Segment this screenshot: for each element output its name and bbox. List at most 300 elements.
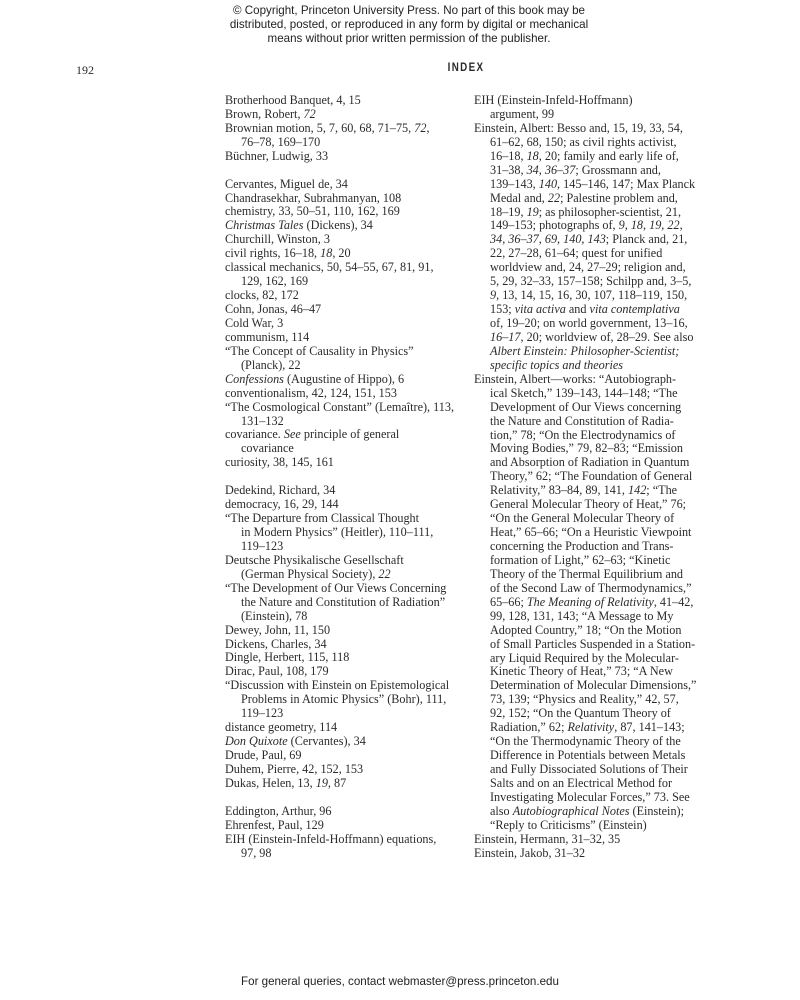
index-entry <box>225 763 465 777</box>
index-entry-continuation <box>474 777 714 791</box>
index-entry-heading <box>225 247 465 261</box>
index-entry-heading <box>225 498 465 512</box>
entry-text: , 145–146, 147; Max Planck <box>557 176 696 191</box>
index-entry <box>474 94 714 122</box>
index-entry-continuation <box>474 568 714 582</box>
entry-text: civil rights, 16–18, <box>225 246 321 261</box>
copyright-notice <box>0 4 800 47</box>
entry-text: (Einstein); <box>629 803 684 818</box>
index-entry-continuation <box>474 206 714 220</box>
entry-text: 139–143, <box>490 176 539 191</box>
entry-text: ary Liquid Required by the Molecular- <box>490 650 679 665</box>
entry-text: “Reply to Criticisms” (Einstein) <box>490 817 647 832</box>
entry-text: , 87, 141–143; <box>614 720 685 735</box>
entry-text: Brownian motion, 5, 7, 60, 68, 71–75, <box>225 120 415 135</box>
italic-text: Autobiographical Notes <box>512 803 630 818</box>
index-entry-continuation <box>225 847 465 861</box>
index-entry-heading <box>225 582 465 596</box>
index-entry-heading <box>225 192 465 206</box>
entry-text: Development of Our Views concerning <box>490 399 682 414</box>
italic-text: 72 <box>414 120 427 135</box>
entry-text: 31–38, <box>490 162 527 177</box>
entry-text: ; as philosopher-scientist, 21, <box>538 204 682 219</box>
entry-text: , 20; family and early life of, <box>538 148 679 163</box>
index-entry-continuation <box>474 192 714 206</box>
index-entry-heading <box>225 624 465 638</box>
index-entry-heading <box>225 721 465 735</box>
entry-text: (German Physical Society), <box>241 566 379 581</box>
entry-text: and Absorption of Radiation in Quantum <box>490 455 690 470</box>
entry-text: 129, 162, 169 <box>241 274 309 289</box>
letter-group-gap <box>225 791 465 805</box>
entry-text: Theory,” 62; “The Foundation of General <box>490 469 693 484</box>
entry-text: 5, 29, 32–33, 157–158; Schilpp and, 3–5, <box>490 274 692 289</box>
index-entry-continuation <box>474 512 714 526</box>
italic-text: 140 <box>538 176 558 191</box>
index-entry <box>225 387 465 401</box>
entry-text: also <box>490 803 513 818</box>
entry-text: Adopted Country,” 18; “On the Motion <box>490 622 682 637</box>
index-entry-continuation <box>474 679 714 693</box>
index-entry-continuation <box>474 791 714 805</box>
entry-text: , 20; worldview of, 28–29. See also <box>520 329 694 344</box>
entry-text: 22, 27–28, 61–64; quest for unified <box>490 246 663 261</box>
index-entry-heading <box>225 387 465 401</box>
entry-text: Moving Bodies,” 79, 82–83; “Emission <box>490 441 683 456</box>
index-entry <box>225 498 465 512</box>
index-entry <box>474 833 714 847</box>
index-entry <box>225 331 465 345</box>
italic-text: vita contemplativa <box>589 302 680 317</box>
entry-text: Eddington, Arthur, 96 <box>225 803 332 818</box>
footer-contact: For general queries, contact webmaster@press.princeton.edu <box>241 975 559 988</box>
index-entry-continuation <box>225 442 465 456</box>
index-entry-continuation <box>225 136 465 150</box>
index-entry-continuation <box>474 624 714 638</box>
entry-text: Relativity,” 83–84, 89, 141, <box>490 483 628 498</box>
entry-text: 92, 152; “On the Quantum Theory of <box>490 706 671 721</box>
entry-text: 73, 139; “Physics and Reality,” 42, 57, <box>490 692 679 707</box>
index-entry <box>225 317 465 331</box>
index-entry-continuation <box>225 596 465 610</box>
running-head: INDEX <box>447 62 485 74</box>
index-entry-heading <box>474 122 714 136</box>
index-entry-continuation <box>474 638 714 652</box>
entry-text: tion,” 78; “On the Electrodynamics of <box>490 427 676 442</box>
index-entry-continuation <box>225 693 465 707</box>
entry-text: worldview and, 24, 27–29; religion and, <box>490 260 686 275</box>
index-entry-continuation <box>225 359 465 373</box>
entry-text: Determination of Molecular Dimensions,” <box>490 678 697 693</box>
entry-text: and Fully Dissociated Solutions of Their <box>490 762 688 776</box>
index-entry-continuation <box>474 219 714 233</box>
entry-text: , 20 <box>332 246 351 261</box>
entry-text: ; Grossmann and, <box>575 162 661 177</box>
entry-text: Cervantes, Miguel de, 34 <box>225 176 348 191</box>
entry-text: Einstein, Albert—works: “Autobiograph- <box>474 371 677 386</box>
entry-text: curiosity, 38, 145, 161 <box>225 455 334 470</box>
entry-text: Brotherhood Banquet, 4, 15 <box>225 93 361 107</box>
index-entry-continuation <box>474 498 714 512</box>
index-entry-heading <box>225 777 465 791</box>
entry-text: (Planck), 22 <box>241 357 301 372</box>
index-entry-heading <box>225 317 465 331</box>
entry-text: communism, 114 <box>225 329 310 344</box>
entry-text: Theory of the Thermal Equilibrium and <box>490 566 684 581</box>
index-entry-continuation <box>225 415 465 429</box>
index-entry <box>225 261 465 289</box>
index-entry <box>225 638 465 652</box>
index-entry-continuation <box>474 749 714 763</box>
italic-text: 142 <box>628 483 647 498</box>
index-entry-continuation <box>225 568 465 582</box>
index-entry-heading <box>225 651 465 665</box>
entry-text: Churchill, Winston, 3 <box>225 232 330 247</box>
entry-text: , 13, 14, 15, 16, 30, 107, 118–119, 150, <box>496 288 688 303</box>
entry-text: , 41–42, <box>653 594 694 609</box>
italic-text: 72 <box>303 106 316 121</box>
index-entry-continuation <box>474 735 714 749</box>
entry-text: 99, 128, 131, 143; “A Message to My <box>490 608 674 623</box>
entry-text: 65–66; <box>490 594 527 609</box>
index-entry-heading <box>225 456 465 470</box>
index-entry <box>225 735 465 749</box>
entry-text: the Nature and Constitution of Radiation” <box>241 594 446 609</box>
entry-text: (Dickens), 34 <box>303 218 373 233</box>
index-entry-continuation <box>474 345 714 359</box>
index-entry <box>225 94 465 108</box>
index-entry-continuation <box>225 526 465 540</box>
index-entry-continuation <box>474 359 714 373</box>
index-entry-heading <box>225 833 465 847</box>
index-entry-heading <box>225 665 465 679</box>
entry-text: Kinetic Theory of Heat,” 73; “A New <box>490 664 673 679</box>
entry-text: 149–153; photographs of, <box>490 218 619 233</box>
index-entry <box>225 289 465 303</box>
italic-text: Confessions <box>225 371 284 386</box>
index-entry <box>225 624 465 638</box>
entry-text: “Discussion with Einstein on Epistemological <box>225 678 450 693</box>
index-entry-heading <box>225 331 465 345</box>
letter-group-gap <box>225 164 465 178</box>
index-entry-heading <box>225 763 465 777</box>
index-entry-heading <box>225 178 465 192</box>
index-entry-continuation <box>474 693 714 707</box>
entry-text: principle of general <box>300 427 400 442</box>
entry-text: ical Sketch,” 139–143, 144–148; “The <box>490 385 678 400</box>
index-entry <box>474 122 714 373</box>
index-entry <box>225 303 465 317</box>
index-entry-continuation <box>474 108 714 122</box>
index-entry-heading <box>225 554 465 568</box>
entry-text: “The Development of Our Views Concerning <box>225 580 447 595</box>
index-entry-heading <box>225 108 465 122</box>
entry-text: Deutsche Physikalische Gesellschaft <box>225 552 404 567</box>
entry-text: of, 19–20; on world government, 13–16, <box>490 316 688 330</box>
entry-text: ; Palestine problem and, <box>560 190 678 205</box>
entry-text: Radiation,” 62; <box>490 720 568 735</box>
index-entry-continuation <box>474 289 714 303</box>
index-entry-continuation <box>474 470 714 484</box>
index-entry <box>225 178 465 192</box>
entry-text: Medal and, <box>490 190 548 205</box>
entry-text: , 87 <box>327 775 347 790</box>
italic-text: Relativity <box>567 720 615 735</box>
entry-text: “The Concept of Causality in Physics” <box>225 343 414 358</box>
entry-text: Difference in Potentials between Metals <box>490 748 686 763</box>
index-entry-heading <box>474 94 714 108</box>
entry-text: Dickens, Charles, 34 <box>225 636 327 651</box>
entry-text: “On the General Molecular Theory of <box>490 511 675 526</box>
index-entry-continuation <box>474 178 714 192</box>
entry-text: Ehrenfest, Paul, 129 <box>225 817 324 832</box>
italic-text: Albert Einstein: Philosopher-Scientist; <box>490 343 680 358</box>
index-entry-continuation <box>474 136 714 150</box>
index-entry-continuation <box>474 150 714 164</box>
index-entry-continuation <box>474 805 714 819</box>
entry-text: chemistry, 33, 50–51, 110, 162, 169 <box>225 204 400 219</box>
entry-text: Dewey, John, 11, 150 <box>225 622 331 637</box>
index-entry-heading <box>225 735 465 749</box>
index-entry-heading <box>225 512 465 526</box>
entry-text: covariance <box>241 441 294 456</box>
letter-group-gap <box>225 470 465 484</box>
index-entry-continuation <box>474 233 714 247</box>
index-entry-heading <box>474 847 714 861</box>
italic-text: 22 <box>547 190 561 205</box>
entry-text: EIH (Einstein-Infeld-Hoffmann) equations, <box>225 831 437 846</box>
index-entry-heading <box>225 345 465 359</box>
entry-text: of Small Particles Suspended in a Station- <box>490 636 696 651</box>
entry-text: Drude, Paul, 69 <box>225 748 302 763</box>
entry-text: the Nature and Constitution of Radia- <box>490 413 674 428</box>
index-entry-continuation <box>474 247 714 261</box>
entry-text: classical mechanics, 50, 54–55, 67, 81, 91, <box>225 260 434 275</box>
entry-text: 76–78, 169–170 <box>241 134 321 149</box>
index-entry-continuation <box>474 665 714 679</box>
entry-text: Problems in Atomic Physics” (Bohr), 111, <box>241 692 447 707</box>
index-entry-continuation <box>225 707 465 721</box>
entry-text: clocks, 82, 172 <box>225 288 299 303</box>
index-entry <box>225 805 465 819</box>
index-entry-heading <box>225 638 465 652</box>
entry-text: Dingle, Herbert, 115, 118 <box>225 650 350 665</box>
italic-text: The Meaning of Relativity <box>526 594 654 609</box>
index-entry-heading <box>225 219 465 233</box>
index-entry-continuation <box>474 442 714 456</box>
italic-text: 9, 18, 19, 22, <box>618 218 683 233</box>
index-entry-heading <box>225 401 465 415</box>
entry-text: Dedekind, Richard, 34 <box>225 483 336 498</box>
copyright-line: © Copyright, Princeton University Press. No part of this book may be <box>233 4 585 17</box>
index-entry-continuation <box>474 596 714 610</box>
index-entry-continuation <box>474 610 714 624</box>
index-entry-continuation <box>474 582 714 596</box>
entry-text: 18–19, <box>490 204 527 219</box>
entry-text: 119–123 <box>241 706 284 721</box>
entry-text: 119–123 <box>241 538 284 553</box>
index-entry-continuation <box>474 275 714 289</box>
index-entry <box>225 777 465 791</box>
italic-text: Christmas Tales <box>225 218 304 233</box>
index-entry <box>225 192 465 206</box>
entry-text: 61–62, 68, 150; as civil rights activist, <box>490 134 677 149</box>
copyright-line: means without prior written permission of the publisher. <box>267 32 551 46</box>
index-column-left <box>225 94 465 861</box>
entry-text: “The Cosmological Constant” (Lemaître), 113, <box>225 399 455 414</box>
italic-text: specific topics and theories <box>490 357 624 372</box>
index-entry-continuation <box>474 164 714 178</box>
entry-text: ; “The <box>646 483 678 498</box>
index-entry-continuation <box>474 763 714 777</box>
index-entry-heading <box>225 428 465 442</box>
index-entry <box>225 582 465 624</box>
index-entry-heading <box>225 373 465 387</box>
index-entry <box>225 665 465 679</box>
index-entry <box>225 749 465 763</box>
entry-text: Brown, Robert, <box>225 106 304 121</box>
entry-text: Chandrasekhar, Subrahmanyan, 108 <box>225 190 402 205</box>
entry-text: and <box>565 302 590 317</box>
index-entry <box>225 819 465 833</box>
index-entry-heading <box>225 233 465 247</box>
index-entry-continuation <box>474 526 714 540</box>
index-entry <box>225 651 465 665</box>
index-entry <box>225 233 465 247</box>
index-entry <box>225 219 465 233</box>
italic-text: 18 <box>320 246 333 261</box>
italic-text: 19 <box>315 775 328 790</box>
entry-text: Einstein, Jakob, 31–32 <box>474 845 586 860</box>
entry-text: argument, 99 <box>490 106 555 121</box>
index-entry-heading <box>225 819 465 833</box>
index-entry <box>225 554 465 582</box>
italic-text: 16–17 <box>490 329 521 344</box>
italic-text: 36–37 <box>544 162 576 177</box>
index-entry-heading <box>225 303 465 317</box>
index-entry <box>225 679 465 721</box>
index-entry-continuation <box>474 387 714 401</box>
index-entry-continuation <box>474 317 714 331</box>
index-entry <box>225 247 465 261</box>
entry-text: 97, 98 <box>241 845 272 860</box>
index-entry-heading <box>225 484 465 498</box>
entry-text: in Modern Physics” (Heitler), 110–111, <box>241 525 434 540</box>
index-entry-continuation <box>474 456 714 470</box>
index-entry-continuation <box>474 819 714 833</box>
index-entry <box>225 484 465 498</box>
copyright-line: distributed, posted, or reproduced in any form by digital or mechanical <box>229 18 589 32</box>
index-entry-heading <box>225 205 465 219</box>
index-entry <box>225 122 465 150</box>
index-entry-heading <box>225 122 465 136</box>
index-entry <box>225 456 465 470</box>
index-entry-continuation <box>474 484 714 498</box>
entry-text: (Einstein), 78 <box>241 608 308 623</box>
entry-text: Einstein, Hermann, 31–32, 35 <box>474 831 621 846</box>
italic-text: 34, 36–37, 69, 140, 143 <box>490 232 606 247</box>
italic-text: 34 <box>526 162 539 177</box>
index-entry-heading <box>225 261 465 275</box>
page-number: 192 <box>76 63 94 77</box>
entry-text: , <box>426 120 430 135</box>
index-entry-continuation <box>474 721 714 735</box>
entry-text: democracy, 16, 29, 144 <box>225 497 339 512</box>
entry-text: of the Second Law of Thermodynamics,” <box>490 580 692 595</box>
entry-text: 153; <box>490 302 515 317</box>
index-entry <box>225 833 465 861</box>
index-entry-continuation <box>474 652 714 666</box>
index-entry <box>225 205 465 219</box>
entry-text: (Augustine of Hippo), 6 <box>283 371 405 386</box>
entry-text: 16–18, <box>490 148 527 163</box>
index-entry-continuation <box>474 707 714 721</box>
index-entry <box>225 150 465 164</box>
entry-text: Dirac, Paul, 108, 179 <box>225 664 329 679</box>
index-entry-heading <box>225 150 465 164</box>
index-entry-heading <box>474 833 714 847</box>
index-entry-continuation <box>474 554 714 568</box>
entry-text: Salts and on an Electrical Method for <box>490 775 673 790</box>
entry-text: Cohn, Jonas, 46–47 <box>225 302 322 317</box>
entry-text: ; Planck and, 21, <box>605 232 688 247</box>
entry-text: conventionalism, 42, 124, 151, 153 <box>225 385 397 400</box>
index-entry <box>225 512 465 554</box>
index-entry-continuation <box>474 303 714 317</box>
index-entry-continuation <box>474 540 714 554</box>
entry-text: Investigating Molecular Forces,” 73. See <box>490 789 690 804</box>
index-entry-continuation <box>225 540 465 554</box>
italic-text: 9 <box>490 288 497 303</box>
index-column-right <box>474 94 714 861</box>
index-entry <box>225 373 465 387</box>
index-entry-continuation <box>474 429 714 443</box>
index-entry-continuation <box>474 415 714 429</box>
entry-text: General Molecular Theory of Heat,” 76; <box>490 497 687 512</box>
index-entry <box>474 847 714 861</box>
entry-text: Dukas, Helen, 13, <box>225 775 316 790</box>
italic-text: 22 <box>378 566 391 581</box>
italic-text: 19 <box>526 204 539 219</box>
index-entry-heading <box>474 373 714 387</box>
index-entry-continuation <box>225 275 465 289</box>
entry-text: , <box>538 162 545 177</box>
index-entry-continuation <box>474 401 714 415</box>
index-entry-heading <box>225 94 465 108</box>
index-entry-heading <box>225 289 465 303</box>
entry-text: “The Departure from Classical Thought <box>225 511 420 526</box>
index-entry <box>225 428 465 456</box>
italic-text: 18 <box>526 148 539 163</box>
index-entry <box>225 721 465 735</box>
italic-text: Don Quixote <box>225 734 288 749</box>
index-entry-heading <box>225 805 465 819</box>
entry-text: covariance. <box>225 427 284 442</box>
index-entry <box>225 108 465 122</box>
entry-text: Cold War, 3 <box>225 315 284 330</box>
index-entry <box>474 373 714 833</box>
italic-text: vita activa <box>514 302 566 317</box>
entry-text: (Cervantes), 34 <box>287 734 366 749</box>
index-entry-continuation <box>225 610 465 624</box>
index-entry <box>225 345 465 373</box>
entry-text: formation of Light,” 62–63; “Kinetic <box>490 552 671 567</box>
entry-text: “On the Thermodynamic Theory of the <box>490 734 681 749</box>
entry-text: EIH (Einstein-Infeld-Hoffmann) <box>474 93 633 107</box>
entry-text: distance geometry, 114 <box>225 720 338 735</box>
entry-text: Heat,” 65–66; “On a Heuristic Viewpoint <box>490 525 692 540</box>
italic-text: See <box>283 427 301 442</box>
